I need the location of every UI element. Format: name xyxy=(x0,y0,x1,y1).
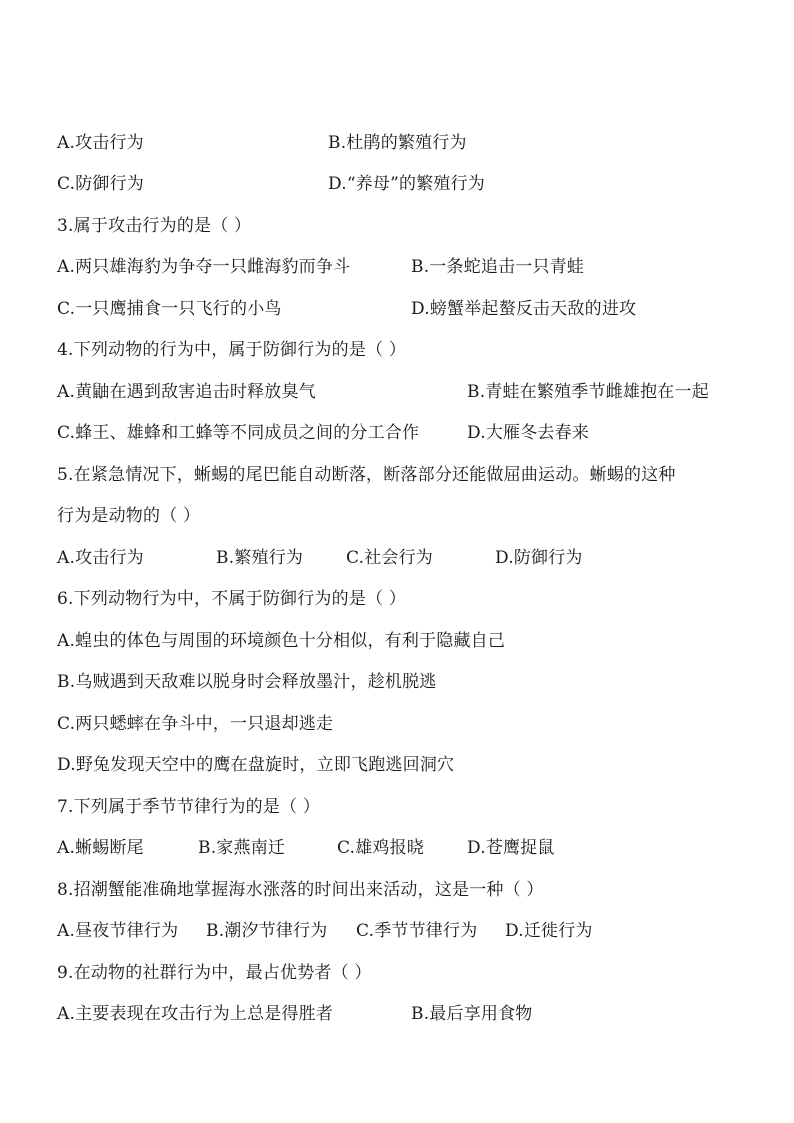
question-8-option-b: B.潮汐节律行为 xyxy=(206,921,328,941)
question-5-option-a: A.攻击行为 xyxy=(57,548,144,568)
question-3-option-c: C.一只鹰捕食一只飞行的小鸟 xyxy=(57,299,282,319)
question-4-stem: 4.下列动物的行为中，属于防御行为的是（ ） xyxy=(57,340,407,360)
question-4-option-a: A.黄鼬在遇到敌害追击时释放臭气 xyxy=(57,382,316,402)
question-5-option-d: D.防御行为 xyxy=(495,548,583,568)
question-4-option-c: C.蜂王、雄蜂和工蜂等不同成员之间的分工合作 xyxy=(57,423,420,443)
question-9-option-a: A.主要表现在攻击行为上总是得胜者 xyxy=(57,1004,334,1024)
question-7-stem: 7.下列属于季节节律行为的是（ ） xyxy=(57,797,321,817)
question-5-option-c: C.社会行为 xyxy=(346,548,434,568)
question-6-option-a: A.蝗虫的体色与周围的环境颜色十分相似，有利于隐藏自己 xyxy=(57,631,506,651)
question-6-option-d: D.野兔发现天空中的鹰在盘旋时，立即飞跑逃回洞穴 xyxy=(57,755,455,775)
question-6-option-b: B.乌贼遇到天敌难以脱身时会释放墨汁，趁机脱逃 xyxy=(57,672,437,692)
question-8-stem: 8.招潮蟹能准确地掌握海水涨落的时间出来活动，这是一种（ ） xyxy=(57,880,544,900)
question-6-option-c: C.两只蟋蟀在争斗中，一只退却逃走 xyxy=(57,714,334,734)
question-3-stem: 3.属于攻击行为的是（ ） xyxy=(57,216,252,236)
question-6-stem: 6.下列动物行为中，不属于防御行为的是（ ） xyxy=(57,589,407,609)
question-9-option-b: B.最后享用食物 xyxy=(411,1004,533,1024)
question-8-option-d: D.迁徙行为 xyxy=(505,921,593,941)
prev-option-b: B.杜鹃的繁殖行为 xyxy=(328,133,467,153)
prev-option-c: C.防御行为 xyxy=(57,174,145,194)
prev-option-d: D.“养母”的繁殖行为 xyxy=(328,174,486,194)
question-3-option-d: D.螃蟹举起螯反击天敌的进攻 xyxy=(411,299,637,319)
question-5-option-b: B.繁殖行为 xyxy=(216,548,304,568)
question-4-option-b: B.青蛙在繁殖季节雌雄抱在一起 xyxy=(467,382,709,402)
question-8-option-a: A.昼夜节律行为 xyxy=(57,921,179,941)
question-7-option-a: A.蜥蜴断尾 xyxy=(57,838,144,858)
question-3-option-a: A.两只雄海豹为争夺一只雌海豹而争斗 xyxy=(57,257,351,277)
question-3-option-b: B.一条蛇追击一只青蛙 xyxy=(411,257,585,277)
question-7-option-c: C.雄鸡报晓 xyxy=(337,838,425,858)
question-8-option-c: C.季节节律行为 xyxy=(356,921,478,941)
question-5-stem-line-2: 行为是动物的（ ） xyxy=(57,506,201,526)
prev-option-a: A.攻击行为 xyxy=(57,133,144,153)
question-9-stem: 9.在动物的社群行为中，最占优势者（ ） xyxy=(57,963,372,983)
question-4-option-d: D.大雁冬去春来 xyxy=(467,423,590,443)
question-5-stem-line-1: 5.在紧急情况下，蜥蜴的尾巴能自动断落，断落部分还能做屈曲运动。蜥蜴的这种 xyxy=(57,465,676,485)
question-7-option-d: D.苍鹰捉鼠 xyxy=(467,838,555,858)
question-7-option-b: B.家燕南迁 xyxy=(198,838,286,858)
